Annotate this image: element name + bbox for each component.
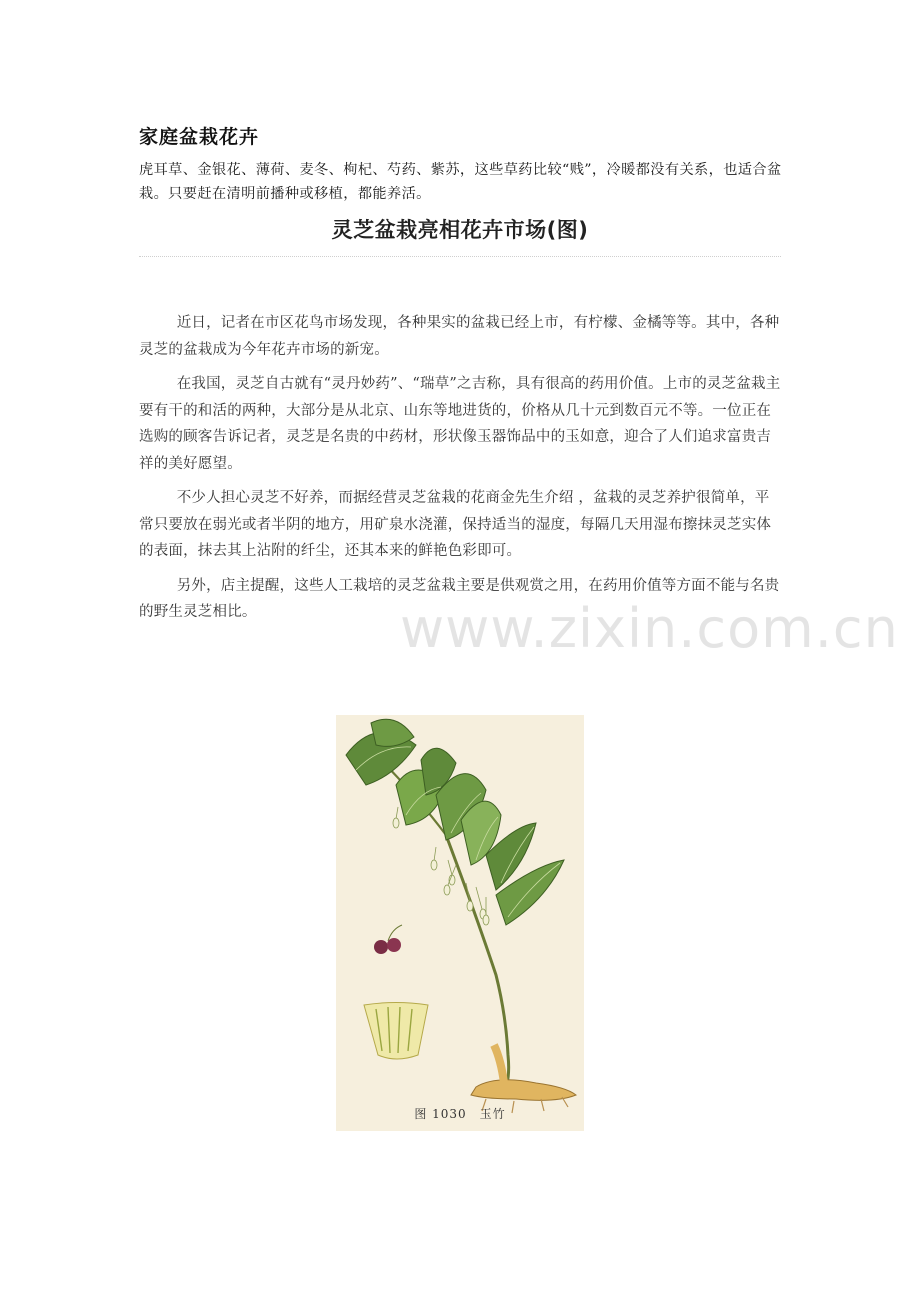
- figure-caption: 图 1030 玉竹: [414, 1107, 506, 1121]
- article-paragraph: 近日，记者在市区花鸟市场发现，各种果实的盆栽已经上市，有柠檬、金橘等等。其中，各种灵芝的盆栽成为今年花卉市场的新宠。: [139, 315, 780, 358]
- berry: [374, 940, 388, 954]
- article-body: [139, 310, 781, 634]
- article-paragraph: 在我国，灵芝自古就有“灵丹妙药”、“瑞草”之吉称，具有很高的药用价值。上市的灵芝盆栽主要有干的和活的两种，大部分是从北京、山东等地进货的，价格从几十元到数百元不等。一位正在选购的顾客告诉记者，灵芝是名贵的中药材，形状像玉器饰品中的玉如意，迎合了人们追求富贵吉祥的美好愿望。: [139, 376, 781, 472]
- watermark: www.zixin.com.cn: [400, 597, 899, 660]
- berry: [387, 938, 401, 952]
- plant-illustration: [336, 715, 584, 1131]
- rhizome: [471, 1045, 576, 1113]
- section-title: 家庭盆栽花卉: [139, 126, 260, 148]
- title-divider: [139, 256, 781, 257]
- article-paragraph: 另外，店主提醒，这些人工栽培的灵芝盆栽主要是供观赏之用，在药用价值等方面不能与名贵的野生灵芝相比。: [139, 577, 780, 620]
- article-paragraph: 不少人担心灵芝不好养，而据经营灵芝盆栽的花商金先生介绍 ，盆栽的灵芝养护很简单，平常只要放在弱光或者半阴的地方，用矿泉水浇灌，保持适当的湿度，每隔几天用湿布擦抹灵芝实体的表面，抹去其上沾附的纤尘，还其本来的鲜艳色彩即可。: [139, 490, 772, 559]
- flower-section: [364, 1003, 428, 1060]
- article-title: 灵芝盆栽亮相花卉市场(图): [331, 218, 589, 242]
- plant-drawing: [336, 715, 584, 1131]
- section-intro: 虎耳草、金银花、薄荷、麦冬、枸杞、芍药、紫苏，这些草药比较“贱”，冷暖都没有关系，也适合盆栽。只要赶在清明前播种或移植，都能养活。: [139, 162, 782, 202]
